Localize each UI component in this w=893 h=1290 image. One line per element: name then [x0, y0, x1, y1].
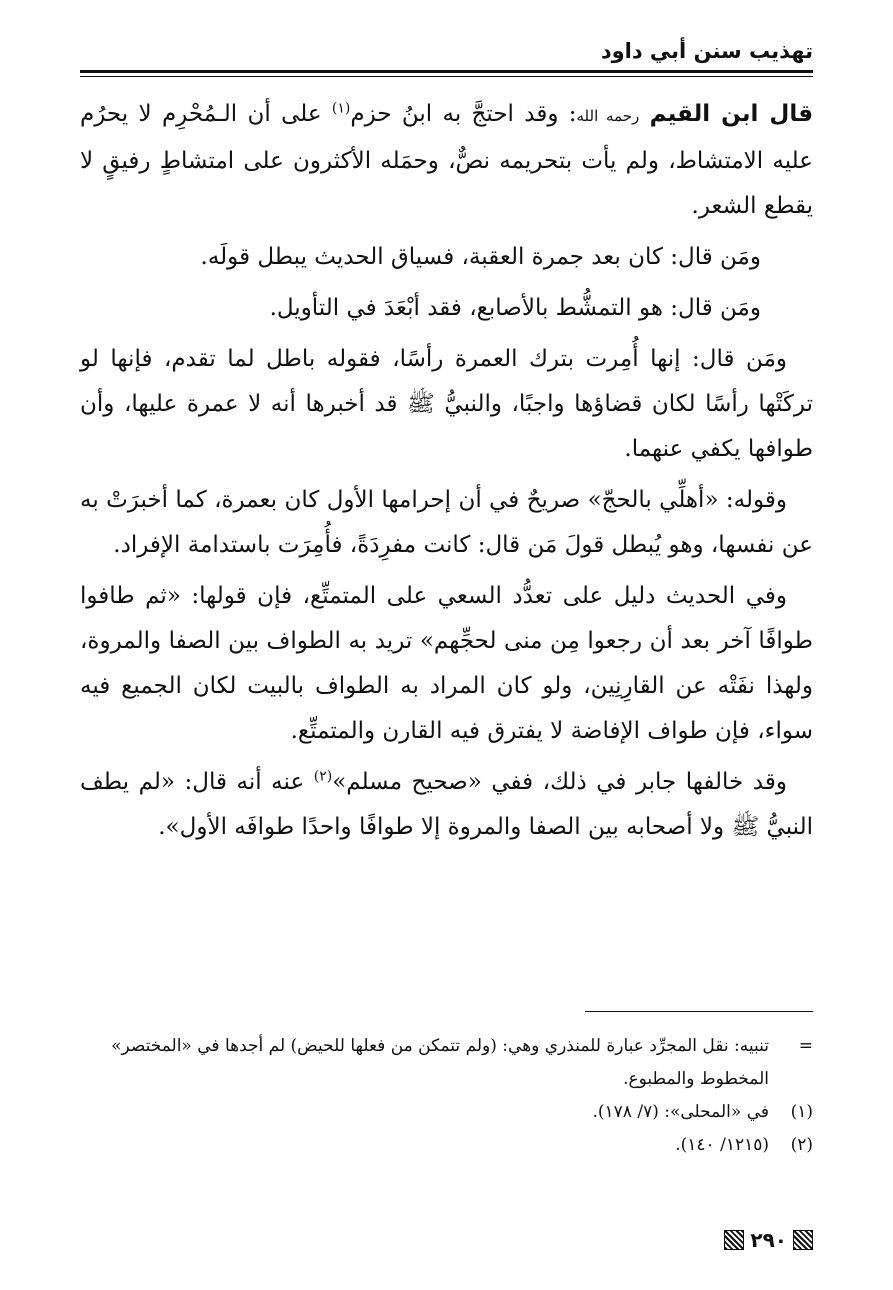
header-rule-thick	[80, 70, 813, 73]
paragraph-5: وقوله: «أهلِّي بالحجّ» صريحٌ في أن إحرامها الأول كان بعمرة، كما أخبرَتْ به عن نفسها، وهو يُبطل قولَ مَن قال: كانت مفرِدَةً، فأُمِرَت باستدامة الإفراد.	[80, 487, 813, 558]
page-number: ٢٩٠	[750, 1228, 787, 1252]
footnote-ref-1[interactable]: (١)	[331, 100, 351, 117]
paragraph-6: وفي الحديث دليل على تعدُّد السعي على المتمتِّع، فإن قولها: «ثم طافوا طوافًا آخر بعد أن رجعوا مِن منى لحجِّهم» تريد به الطواف بين الصفا والمروة، ولهذا نفَتْه عن القارِنِين، ولو كان المراد به الطواف بالبيت لكان الجميع فيه سواء، فإن طواف الإفاضة لا يفترق فيه القارن والمتمتِّع.	[80, 583, 813, 744]
main-text	[80, 92, 813, 856]
paragraph-7	[80, 760, 813, 850]
footnotes	[80, 1030, 813, 1162]
honorific: رحمه الله	[576, 107, 640, 125]
footnote-mark: (١)	[790, 1102, 813, 1122]
footnote-ref-2[interactable]: (٢)	[313, 768, 333, 785]
paragraph-1-text-a: : وقد احتجَّ به ابنُ حزم	[350, 101, 577, 127]
header-rule-thin	[80, 76, 813, 77]
footnote-mark: (٢)	[790, 1135, 813, 1155]
footnote-separator	[585, 1011, 813, 1012]
paragraph-3: ومَن قال: هو التمشُّط بالأصابع، فقد أبْعَدَ في التأويل.	[269, 295, 761, 321]
footnote-text: في «المحلى»: (٧/ ١٧٨).	[592, 1102, 769, 1122]
footnote-text: تنبيه: نقل المجرِّد عبارة للمنذري وهي: (ولم تتمكن من فعلها للحيض) لم أجدها في «المختصر» المخطوط والمطبوع.	[111, 1036, 769, 1089]
footnote-1	[80, 1096, 813, 1129]
running-title: تهذيب سنن أبي داود	[600, 39, 813, 63]
footnote-text: (١٢١٥/ ١٤٠).	[675, 1135, 769, 1155]
footnote-continuation	[80, 1030, 813, 1096]
footnote-2	[80, 1129, 813, 1162]
paragraph-1-text-b: على أن الـمُحْرِم لا يحرُم عليه الامتشاط، ولم يأت بتحريمه نصٌّ، وحمَله الأكثرون على امتشاطٍ رفيقٍ لا يقطع الشعر.	[80, 101, 813, 219]
footnote-mark: =	[798, 1036, 813, 1056]
paragraph-2: ومَن قال: كان بعد جمرة العقبة، فسياق الحديث يبطل قولَه.	[200, 244, 761, 270]
paragraph-7-text-a: وقد خالفها جابر في ذلك، ففي «صحيح مسلم»	[332, 769, 787, 795]
paragraph-1	[80, 92, 813, 229]
ornament-icon	[793, 1230, 813, 1250]
paragraph-4: ومَن قال: إنها أُمِرت بترك العمرة رأسًا، فقوله باطل لما تقدم، فإنها لو تركَتْها رأسًا لكان قضاؤها واجبًا، والنبيُّ ﷺ قد أخبرها أنه لا عمرة عليها، وأن طوافها يكفي عنهما.	[80, 346, 813, 462]
ornament-icon	[724, 1230, 744, 1250]
paragraph-7-text-b: عنه أنه قال: «لم يطف النبيُّ ﷺ ولا أصحابه بين الصفا والمروة إلا طوافًا واحدًا طوافَه الأول».	[80, 769, 813, 840]
page-number-block	[700, 1223, 813, 1257]
speaker-label: قال ابن القيم	[649, 101, 814, 127]
